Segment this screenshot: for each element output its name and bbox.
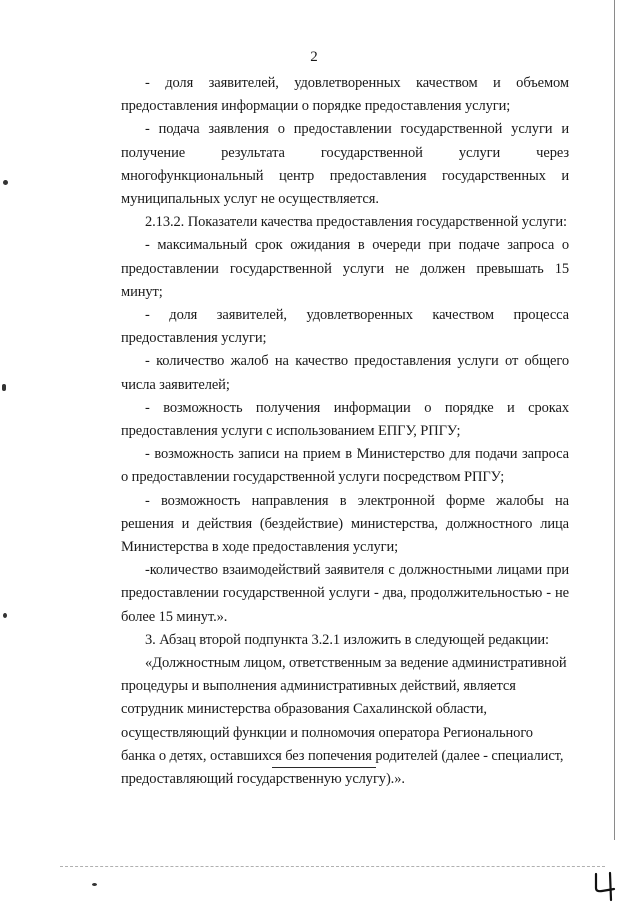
- scan-speck: [3, 180, 8, 185]
- scan-edge-right: [614, 0, 615, 840]
- paragraph: 2.13.2. Показатели качества предоставления государственной услуги:: [145, 214, 567, 231]
- scan-speck: [3, 613, 7, 618]
- handwritten-page-mark: [590, 870, 620, 902]
- closing-divider-line: [272, 767, 376, 768]
- paragraph: 3. Абзац второй подпункта 3.2.1 изложить в следующей редакции:: [145, 631, 549, 648]
- scan-edge-bottom: [60, 866, 605, 867]
- paragraph: - доля заявителей, удовлетворенных качеством процесса предоставления услуги;: [121, 307, 569, 347]
- paragraph: - максимальный срок ожидания в очереди при подаче запроса о предоставлении государственной услуги не должен превышать 15 минут;: [121, 237, 569, 300]
- scan-speck: [2, 384, 6, 391]
- paragraph: - доля заявителей, удовлетворенных качеством и объемом предоставления информации о порядке предоставления услуги;: [121, 75, 569, 115]
- document-body: [121, 72, 569, 791]
- paragraph: - возможность направления в электронной форме жалобы на решения и действия (бездействие) министерства, должностного лица Министерства в ходе предоставления услуги;: [121, 492, 569, 556]
- paragraph: «Должностным лицом, ответственным за ведение административной процедуры и выполнения административных действий, является сотрудник министерства образования Сахалинской области, осуществляющий функции и полномочия оператора Регионального банка о детях, оставшихся без попечения родителей (далее - специалист, предоставляющий государственную услугу).».: [121, 655, 567, 788]
- paragraph: - возможность записи на прием в Министерство для подачи запроса о предоставлении государственной услуги посредством РПГУ;: [121, 446, 569, 486]
- paragraph: -количество взаимодействий заявителя с должностными лицами при предоставлении государственной услуги - два, продолжительностью - не более 15 минут.».: [121, 562, 569, 625]
- page-number: 2: [310, 49, 318, 65]
- paragraph: - возможность получения информации о порядке и сроках предоставления услуги с использованием ЕПГУ, РПГУ;: [121, 399, 569, 440]
- scan-speck: [92, 883, 97, 886]
- paragraph: - подача заявления о предоставлении государственной услуги и получение результата государственной услуги через многофункциональный центр предоставления государственных и муниципальных услуг не осуществляется.: [121, 121, 569, 208]
- paragraph: - количество жалоб на качество предоставления услуги от общего числа заявителей;: [121, 353, 569, 393]
